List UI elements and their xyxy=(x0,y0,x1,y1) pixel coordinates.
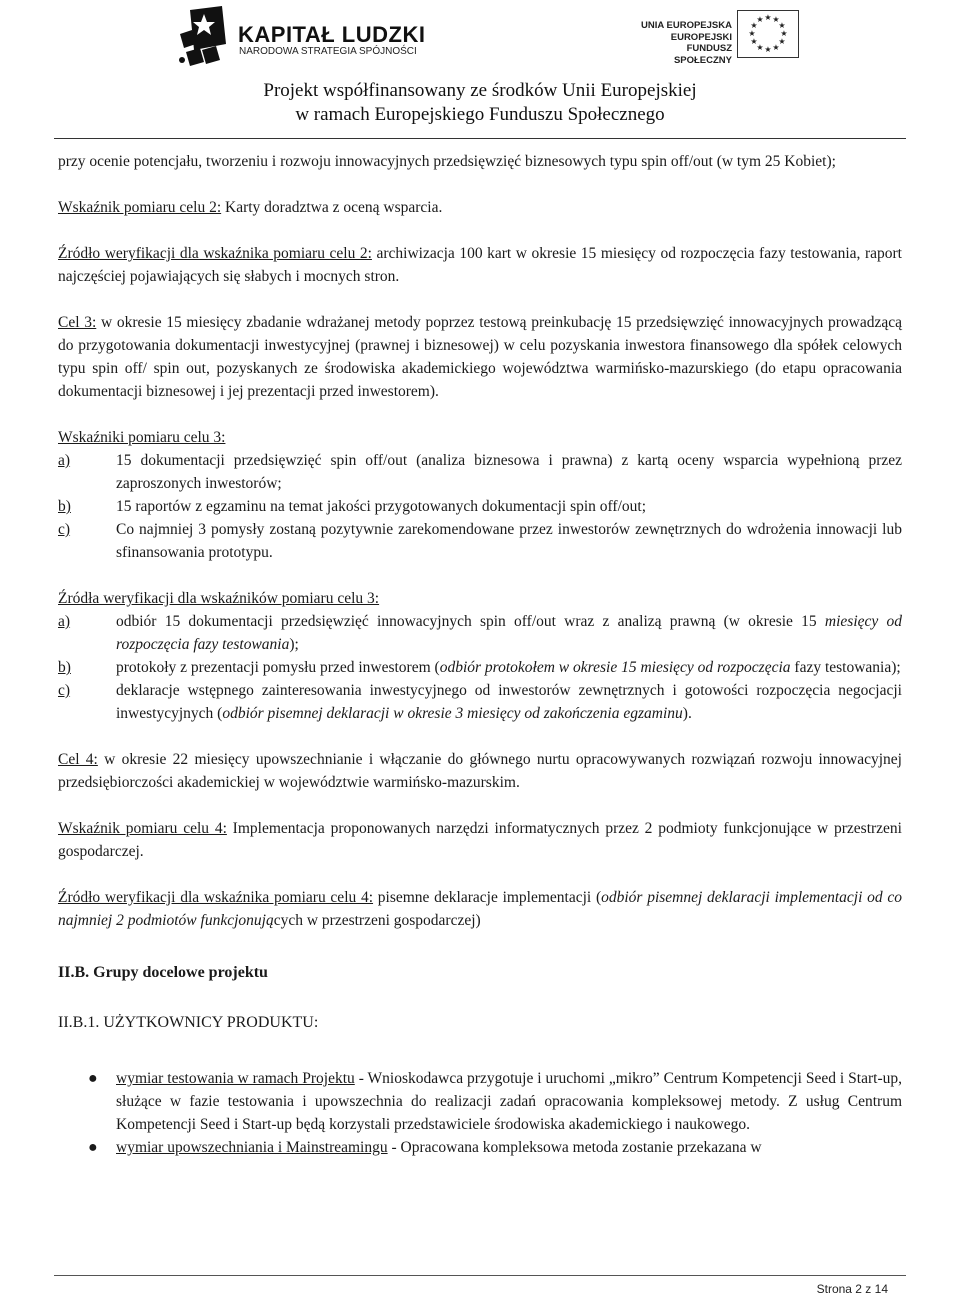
text-run: deklaracje wstępnego zainteresowania inwestycyjnego od inwestorów zewnętrznych i gotowości rozpoczęcia negocjacji inwestycyjnych ( xyxy=(116,682,902,722)
eu-flag-icon xyxy=(737,10,799,58)
indicator-goal-2 xyxy=(58,196,902,219)
project-line-2: w ramach Europejskiego Funduszu Społecznego xyxy=(295,104,665,125)
list-marker: b) xyxy=(58,498,71,515)
italic-run: odbiór protokołem w okresie 15 miesięcy od rozpoczęcia xyxy=(439,659,791,676)
text-run: - Wnioskodawca przygotuje i uruchomi „mikro” Centrum Kompetencji Seed i Start-up, służące w fazie testowania i upowszechnia do realizacji zadań opracowania kompleksowej metody. Z usług Centrum Kompetencji Seed i Start-up będą korzystali przedstawiciele środowiska akademickiego i naukowego. xyxy=(116,1070,902,1133)
ue-line-1: UNIA EUROPEJSKA xyxy=(641,20,732,31)
svg-text:★: ★ xyxy=(750,37,758,46)
svg-text:★: ★ xyxy=(764,45,772,54)
goal-4-label: Cel 4: xyxy=(58,751,98,768)
text-run: ). xyxy=(682,705,692,722)
page-header xyxy=(0,0,960,140)
svg-text:★: ★ xyxy=(780,29,788,38)
indicator-goal-4 xyxy=(58,817,902,863)
kapital-ludzki-logo-icon xyxy=(176,4,232,72)
indicators-goal-3-label: Wskaźniki pomiaru celu 3: xyxy=(58,429,226,446)
bullet-item-text xyxy=(116,1136,902,1159)
text-run: protokoły z prezentacji pomysłu przed inwestorem ( xyxy=(116,659,440,676)
svg-text:★: ★ xyxy=(750,21,758,30)
bullet-item xyxy=(58,1067,902,1136)
svg-text:★: ★ xyxy=(772,15,780,24)
indicator-goal-4-text: Implementacja proponowanych narzędzi informatycznych przez 2 podmioty funkcjonujące w przestrzeni gospodarczej. xyxy=(58,820,902,860)
kapital-ludzki-subtitle: NARODOWA STRATEGIA SPÓJNOŚCI xyxy=(239,46,417,57)
verification-goal-4-label: Źródło weryfikacji dla wskaźnika pomiaru celu 4: xyxy=(58,889,374,906)
paragraph-intro: przy ocenie potencjału, tworzeniu i rozwoju innowacyjnych przedsięwzięć biznesowych typu spin off/out (w tym 25 Kobiet); xyxy=(58,153,836,170)
list-item-text xyxy=(116,679,902,725)
italic-run: miesięcy od rozpoczęcia fazy testowania xyxy=(116,613,903,653)
bullet-icon: ● xyxy=(88,1070,98,1087)
bullet-label: wymiar upowszechniania i Mainstreamingu xyxy=(116,1139,388,1156)
list-item xyxy=(58,679,902,725)
list-item-text: Co najmniej 3 pomysły zostaną pozytywnie zarekomendowane przez inwestorów zewnętrznych do wdrożenia innowacji lub sfinansowania prototypu. xyxy=(116,521,902,561)
svg-text:★: ★ xyxy=(764,13,772,22)
ue-label xyxy=(640,20,732,66)
verification-goal-2-text: archiwizacja 100 kart w okresie 15 miesięcy od rozpoczęcia fazy testowania, raport najczęściej pojawiających się słabych i mocnych stron. xyxy=(58,245,902,285)
svg-text:★: ★ xyxy=(778,21,786,30)
text-run: odbiór 15 dokumentacji przedsięwzięć innowacyjnych spin off/out wraz z analizą prawną (w okresie 15 xyxy=(116,613,825,630)
italic-run: odbiór pisemnej deklaracji implementacji od co najmniej 2 podmiotów funkcjonują xyxy=(58,889,902,929)
verification-goal-2 xyxy=(58,242,902,288)
goal-3 xyxy=(58,311,902,403)
ue-line-2: EUROPEJSKI xyxy=(670,31,732,43)
list-item xyxy=(58,656,902,679)
list-item-text: 15 dokumentacji przedsięwzięć spin off/out (analiza biznesowa i prawna) z kartą oceny wsparcia wypełnioną przez zaproszonych inwestorów; xyxy=(116,452,902,492)
text-run: cych w przestrzeni gospodarczej) xyxy=(273,912,481,929)
list-item xyxy=(58,518,902,564)
verification-goal-3-label: Źródła weryfikacji dla wskaźników pomiaru celu 3: xyxy=(58,590,380,607)
section-heading-iib1: II.B.1. UŻYTKOWNICY PRODUKTU: xyxy=(58,1014,319,1031)
verification-goal-4 xyxy=(58,886,902,932)
list-marker: a) xyxy=(58,613,71,630)
svg-text:★: ★ xyxy=(756,43,764,52)
svg-text:★: ★ xyxy=(756,15,764,24)
text-run: pisemne deklaracje implementacji ( xyxy=(373,889,602,906)
list-item-text xyxy=(116,610,902,656)
bullet-item-text xyxy=(116,1067,902,1136)
footer-divider xyxy=(54,1275,906,1276)
goal-3-label: Cel 3: xyxy=(58,314,97,331)
bullet-icon: ● xyxy=(88,1139,98,1156)
text-run: fazy testowania); xyxy=(790,659,901,676)
list-item xyxy=(58,449,902,495)
bullet-item xyxy=(58,1136,902,1159)
svg-text:★: ★ xyxy=(778,37,786,46)
goal-4-text: w okresie 22 miesięcy upowszechnianie i włączanie do głównego nurtu opracowywanych rozwiązań rozwoju innowacyjnej przedsiębiorczości akademickiej w województwie warmińsko-mazurskim. xyxy=(58,751,902,791)
goal-3-text: w okresie 15 miesięcy zbadanie wdrażanej metody poprzez testową preinkubację 15 przedsięwzięć innowacyjnych prowadzącą do przygotowania dokumentacji inwestycyjnej (prawnej i biznesowej) w celu pozyskania inwestora finansowego dla spółek celowych typu spin off/ spin out, pozyskanych ze środowiska akademickiego województwa warmińsko-mazurskiego (do etapu opracowania dokumentacji biznesowej i jej prezentacji przed inwestorem). xyxy=(58,314,902,400)
list-item xyxy=(58,495,902,518)
ue-line-3: FUNDUSZ SPOŁECZNY xyxy=(673,43,732,66)
indicator-goal-4-label: Wskaźnik pomiaru celu 4: xyxy=(58,820,227,837)
indicator-goal-2-label: Wskaźnik pomiaru celu 2: xyxy=(58,199,222,216)
list-item-text xyxy=(116,656,902,679)
list-marker: c) xyxy=(58,521,71,538)
header-divider xyxy=(54,138,906,139)
page-number: Strona 2 z 14 xyxy=(816,1282,888,1296)
goal-4 xyxy=(58,748,902,794)
text-run: - Opracowana kompleksowa metoda zostanie przekazana w xyxy=(387,1139,762,1156)
italic-run: odbiór pisemnej deklaracji w okresie 3 miesięcy od zakończenia egzaminu xyxy=(222,705,683,722)
list-marker: b) xyxy=(58,659,71,676)
verification-goal-2-label: Źródło weryfikacji dla wskaźnika pomiaru celu 2: xyxy=(58,245,372,262)
list-marker: a) xyxy=(58,452,71,469)
list-item-text: 15 raportów z egzaminu na temat jakości przygotowanych dokumentacji spin off/out; xyxy=(116,498,647,515)
text-run: ); xyxy=(289,636,299,653)
project-line-1: Projekt współfinansowany ze środków Unii Europejskiej xyxy=(263,80,697,101)
section-heading-iib: II.B. Grupy docelowe projektu xyxy=(58,964,268,981)
document-body xyxy=(58,150,902,1159)
bullet-label: wymiar testowania w ramach Projektu xyxy=(116,1070,355,1087)
list-item xyxy=(58,610,902,656)
indicator-goal-2-text: Karty doradztwa z oceną wsparcia. xyxy=(221,199,443,216)
kapital-ludzki-title: KAPITAŁ LUDZKI xyxy=(238,22,426,47)
list-marker: c) xyxy=(58,682,71,699)
svg-text:★: ★ xyxy=(772,43,780,52)
svg-text:★: ★ xyxy=(748,29,756,38)
